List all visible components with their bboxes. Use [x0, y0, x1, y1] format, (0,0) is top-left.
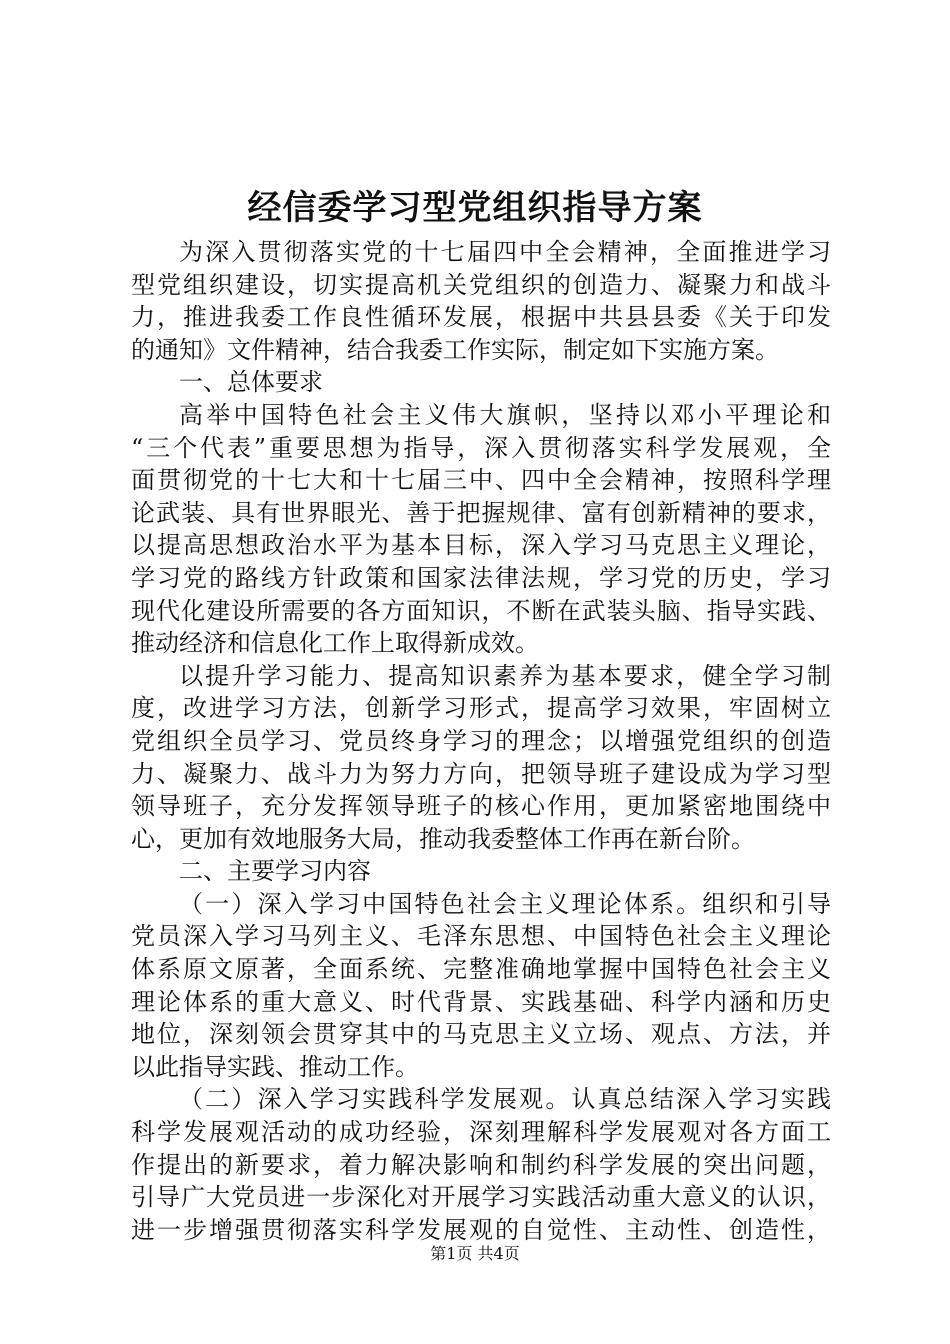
text-line: 党组织全员学习、党员终身学习的理念；以增强党组织的创造 [131, 726, 831, 755]
text-line: 体系原文原著，全面系统、完整准确地掌握中国特色社会主义 [131, 955, 831, 984]
text-line: 型党组织建设，切实提高机关党组织的创造力、凝聚力和战斗 [131, 270, 831, 299]
text-line: （一）深入学习中国特色社会主义理论体系。组织和引导 [179, 889, 831, 918]
text-line: 地位，深刻领会贯穿其中的马克思主义立场、观点、方法，并 [131, 1020, 831, 1049]
text-line: 学习党的路线方针政策和国家法律法规，学习党的历史，学习 [131, 563, 831, 592]
text-line: 理论体系的重大意义、时代背景、实践基础、科学内涵和历史 [131, 987, 831, 1016]
text-line: 高举中国特色社会主义伟大旗帜，坚持以邓小平理论和 [179, 400, 831, 429]
section-heading: 一、总体要求 [179, 368, 323, 397]
document-title: 经信委学习型党组织指导方案 [247, 188, 703, 228]
text-line: 力、凝聚力、战斗力为努力方向，把领导班子建设成为学习型 [131, 759, 831, 788]
text-line: 科学发展观活动的成功经验，深刻理解科学发展观对各方面工 [131, 1118, 831, 1147]
text-line: 进一步增强贯彻落实科学发展观的自觉性、主动性、创造性， [131, 1215, 831, 1244]
text-line: 力，推进我委工作良性循环发展，根据中共县县委《关于印发 [131, 303, 831, 332]
section-heading: 二、主要学习内容 [179, 857, 371, 886]
text-line: 以此指导实践、推动工作。 [131, 1052, 419, 1081]
text-line: （二）深入学习实践科学发展观。认真总结深入学习实践 [179, 1085, 831, 1114]
text-line: 以提高思想政治水平为基本目标，深入学习马克思主义理论， [131, 531, 831, 560]
text-line: 以提升学习能力、提高知识素养为基本要求，健全学习制 [179, 661, 831, 690]
text-line: 领导班子，充分发挥领导班子的核心作用，更加紧密地围绕中 [131, 792, 831, 821]
text-line: 的通知》文件精神，结合我委工作实际，制定如下实施方案。 [131, 335, 779, 364]
text-line: 党员深入学习马列主义、毛泽东思想、中国特色社会主义理论 [131, 922, 831, 951]
page-footer: 第1页 共4页 [430, 1244, 520, 1263]
text-line: “三个代表”重要思想为指导，深入贯彻落实科学发展观，全 [131, 433, 831, 462]
text-line: 论武装、具有世界眼光、善于把握规律、富有创新精神的要求， [131, 498, 831, 527]
text-line: 心，更加有效地服务大局，推动我委整体工作再在新台阶。 [131, 824, 755, 853]
text-line: 作提出的新要求，着力解决影响和制约科学发展的突出问题， [131, 1150, 831, 1179]
document-body [131, 236, 831, 1246]
text-line: 引导广大党员进一步深化对开展学习实践活动重大意义的认识， [131, 1183, 831, 1212]
text-line: 推动经济和信息化工作上取得新成效。 [131, 629, 539, 658]
text-line: 度，改进学习方法，创新学习形式，提高学习效果，牢固树立 [131, 694, 831, 723]
text-line: 现代化建设所需要的各方面知识，不断在武装头脑、指导实践、 [131, 596, 831, 625]
text-line: 面贯彻党的十七大和十七届三中、四中全会精神，按照科学理 [131, 466, 831, 495]
text-line: 为深入贯彻落实党的十七届四中全会精神，全面推进学习 [179, 238, 831, 266]
